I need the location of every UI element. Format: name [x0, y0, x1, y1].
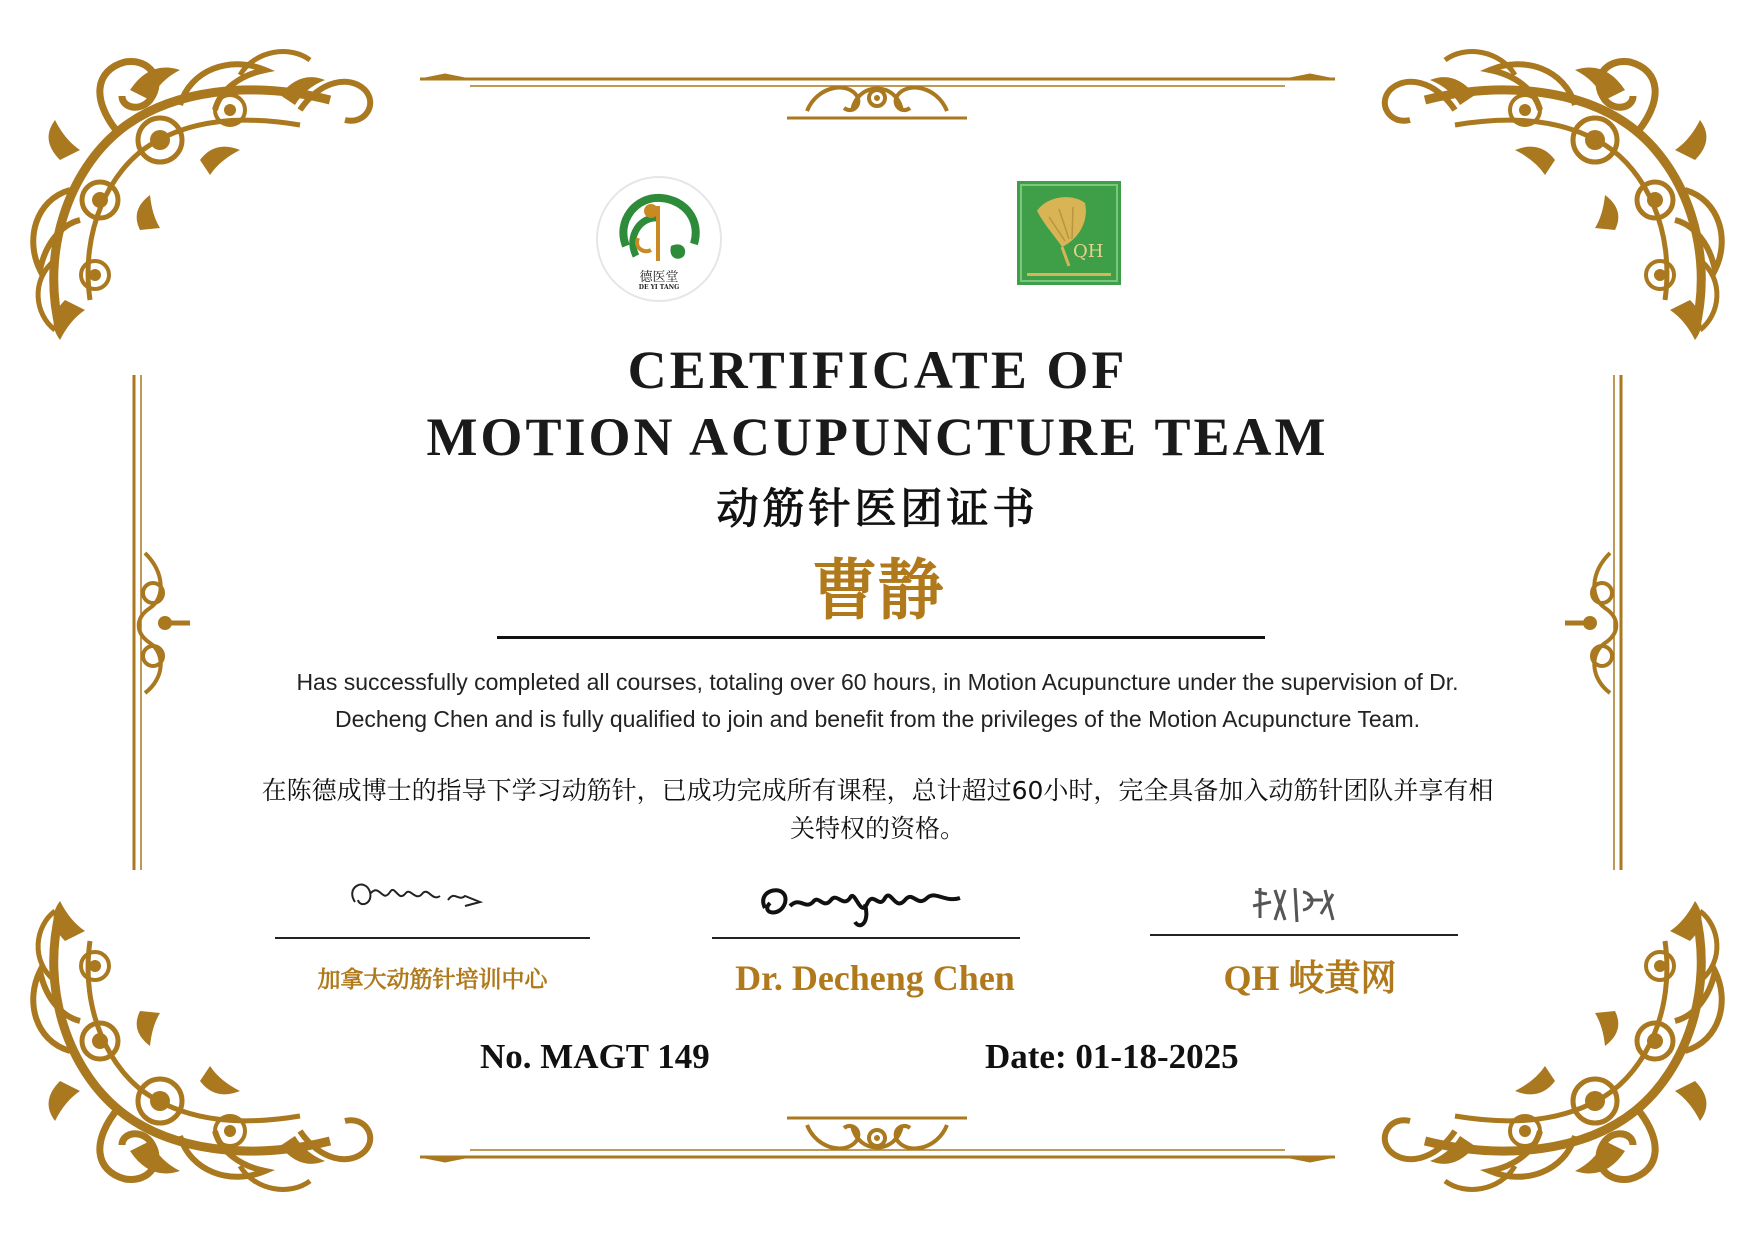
logo-caption-english: DE YI TANG: [638, 284, 680, 291]
description-chinese: 在陈德成博士的指导下学习动筋针，已成功完成所有课程，总计超过60小时，完全具备加入动筋针团队并享有相关特权的资格。: [261, 776, 1494, 843]
signatory-training-center: 加拿大动筋针培训中心: [317, 967, 548, 993]
handwritten-signature-icon: [755, 868, 975, 938]
logo-qh-text: QH: [1073, 241, 1104, 262]
recipient-underline: [497, 636, 1265, 639]
certificate-date: Date: 01-18-2025: [985, 1037, 1239, 1076]
signature-line: [275, 937, 590, 939]
certificate-title-line2: MOTION ACUPUNCTURE TEAM: [426, 407, 1329, 467]
signature-line: [1150, 934, 1458, 936]
de-yi-tang-logo-icon: [596, 176, 722, 302]
recipient-name: 曹静: [811, 552, 944, 629]
certificate-title-chinese: 动筋针医团证书: [716, 484, 1039, 533]
logo-caption-chinese: 德医堂: [639, 270, 679, 285]
signatory-dr-chen: Dr. Decheng Chen: [735, 958, 1015, 998]
certificate-title-line1: CERTIFICATE OF: [627, 340, 1128, 400]
signature-line: [712, 937, 1020, 939]
handwritten-signature-icon: [1245, 880, 1345, 930]
certificate-number: No. MAGT 149: [480, 1037, 710, 1076]
ginkgo-qh-logo-icon: [1017, 181, 1121, 285]
signatory-qh: QH 岐黄网: [1223, 958, 1397, 998]
handwritten-signature-icon: [340, 872, 500, 922]
description-english: Has successfully completed all courses, totaling over 60 hours, in Motion Acupuncture under the supervision of Dr. Decheng Chen and is fully qualified to join and benefit from the privileges of the Motion Acupuncture Team.: [296, 669, 1459, 732]
